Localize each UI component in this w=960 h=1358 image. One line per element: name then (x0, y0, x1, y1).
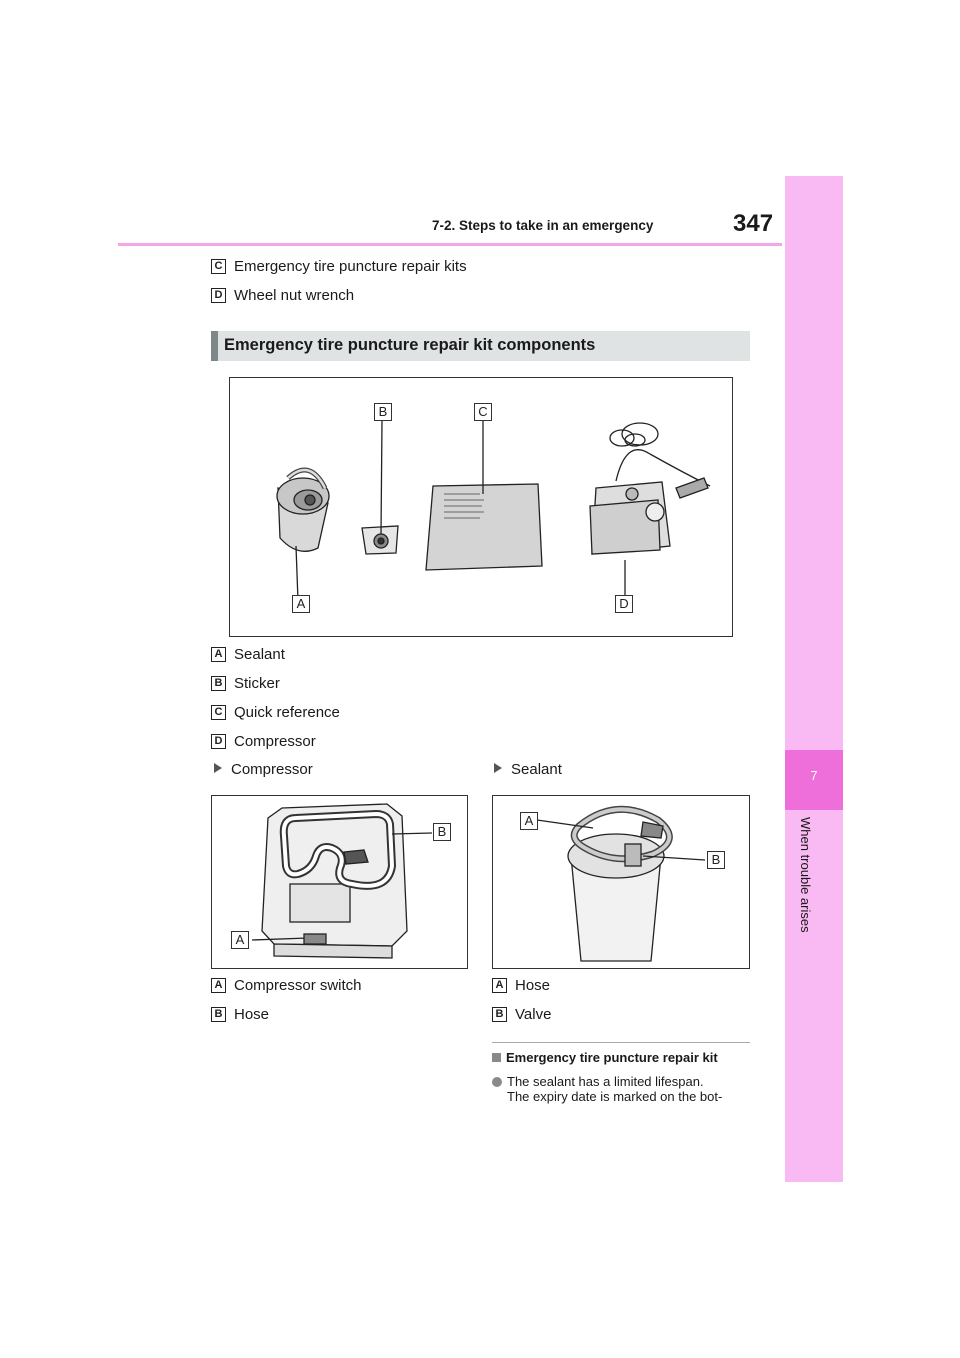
badge-a: A (211, 647, 226, 662)
compressor-subheading: Compressor (214, 761, 313, 778)
kit-components-figure (229, 377, 733, 637)
callout-b: B (374, 403, 392, 421)
sealant-subheading: Sealant (494, 761, 562, 778)
header-rule (118, 243, 782, 246)
item-text: Quick reference (234, 704, 340, 721)
chapter-title: When trouble arises (798, 817, 813, 933)
note-text: The sealant has a limited lifespan. The expiry date is marked on the bot- (492, 1074, 752, 1104)
item-text: Sticker (234, 675, 280, 692)
item-text: Emergency tire puncture repair kits (234, 258, 467, 275)
section-heading: Emergency tire puncture repair kit components (224, 336, 596, 354)
page-number: 347 (733, 210, 774, 237)
triangle-bullet-icon (214, 763, 222, 773)
badge-d: D (211, 734, 226, 749)
compressor-figure (211, 795, 468, 969)
callout-b: B (433, 823, 451, 841)
chapter-side-tab (785, 176, 843, 1182)
callout-a: A (520, 812, 538, 830)
item-text: Valve (515, 1006, 552, 1023)
item-text: Compressor switch (234, 977, 362, 994)
item-text: Hose (515, 977, 551, 994)
callout-b: B (707, 851, 725, 869)
item-text: Wheel nut wrench (234, 287, 355, 304)
compressor-illustration (212, 796, 467, 968)
badge-a: A (211, 978, 226, 993)
item-text: Sealant (234, 646, 285, 663)
note-divider (492, 1042, 750, 1043)
badge-a: A (492, 978, 507, 993)
badge-b: B (211, 676, 226, 691)
circle-bullet-icon (492, 1077, 502, 1087)
callout-c: C (474, 403, 492, 421)
square-bullet-icon (492, 1053, 501, 1062)
callout-a: A (292, 595, 310, 613)
item-text: Hose (234, 1006, 270, 1023)
badge-c: C (211, 705, 226, 720)
badge-b: B (492, 1007, 507, 1022)
chapter-number: 7 (810, 768, 818, 783)
callout-a: A (231, 931, 249, 949)
section-heading-accent (211, 331, 218, 361)
note-heading: Emergency tire puncture repair kit (492, 1050, 718, 1065)
item-text: Compressor (234, 733, 316, 750)
section-title: 7-2. Steps to take in an emergency (432, 218, 654, 233)
sealant-figure (492, 795, 750, 969)
badge-b: B (211, 1007, 226, 1022)
badge-c: C (211, 259, 226, 274)
badge-d: D (211, 288, 226, 303)
triangle-bullet-icon (494, 763, 502, 773)
callout-d: D (615, 595, 633, 613)
